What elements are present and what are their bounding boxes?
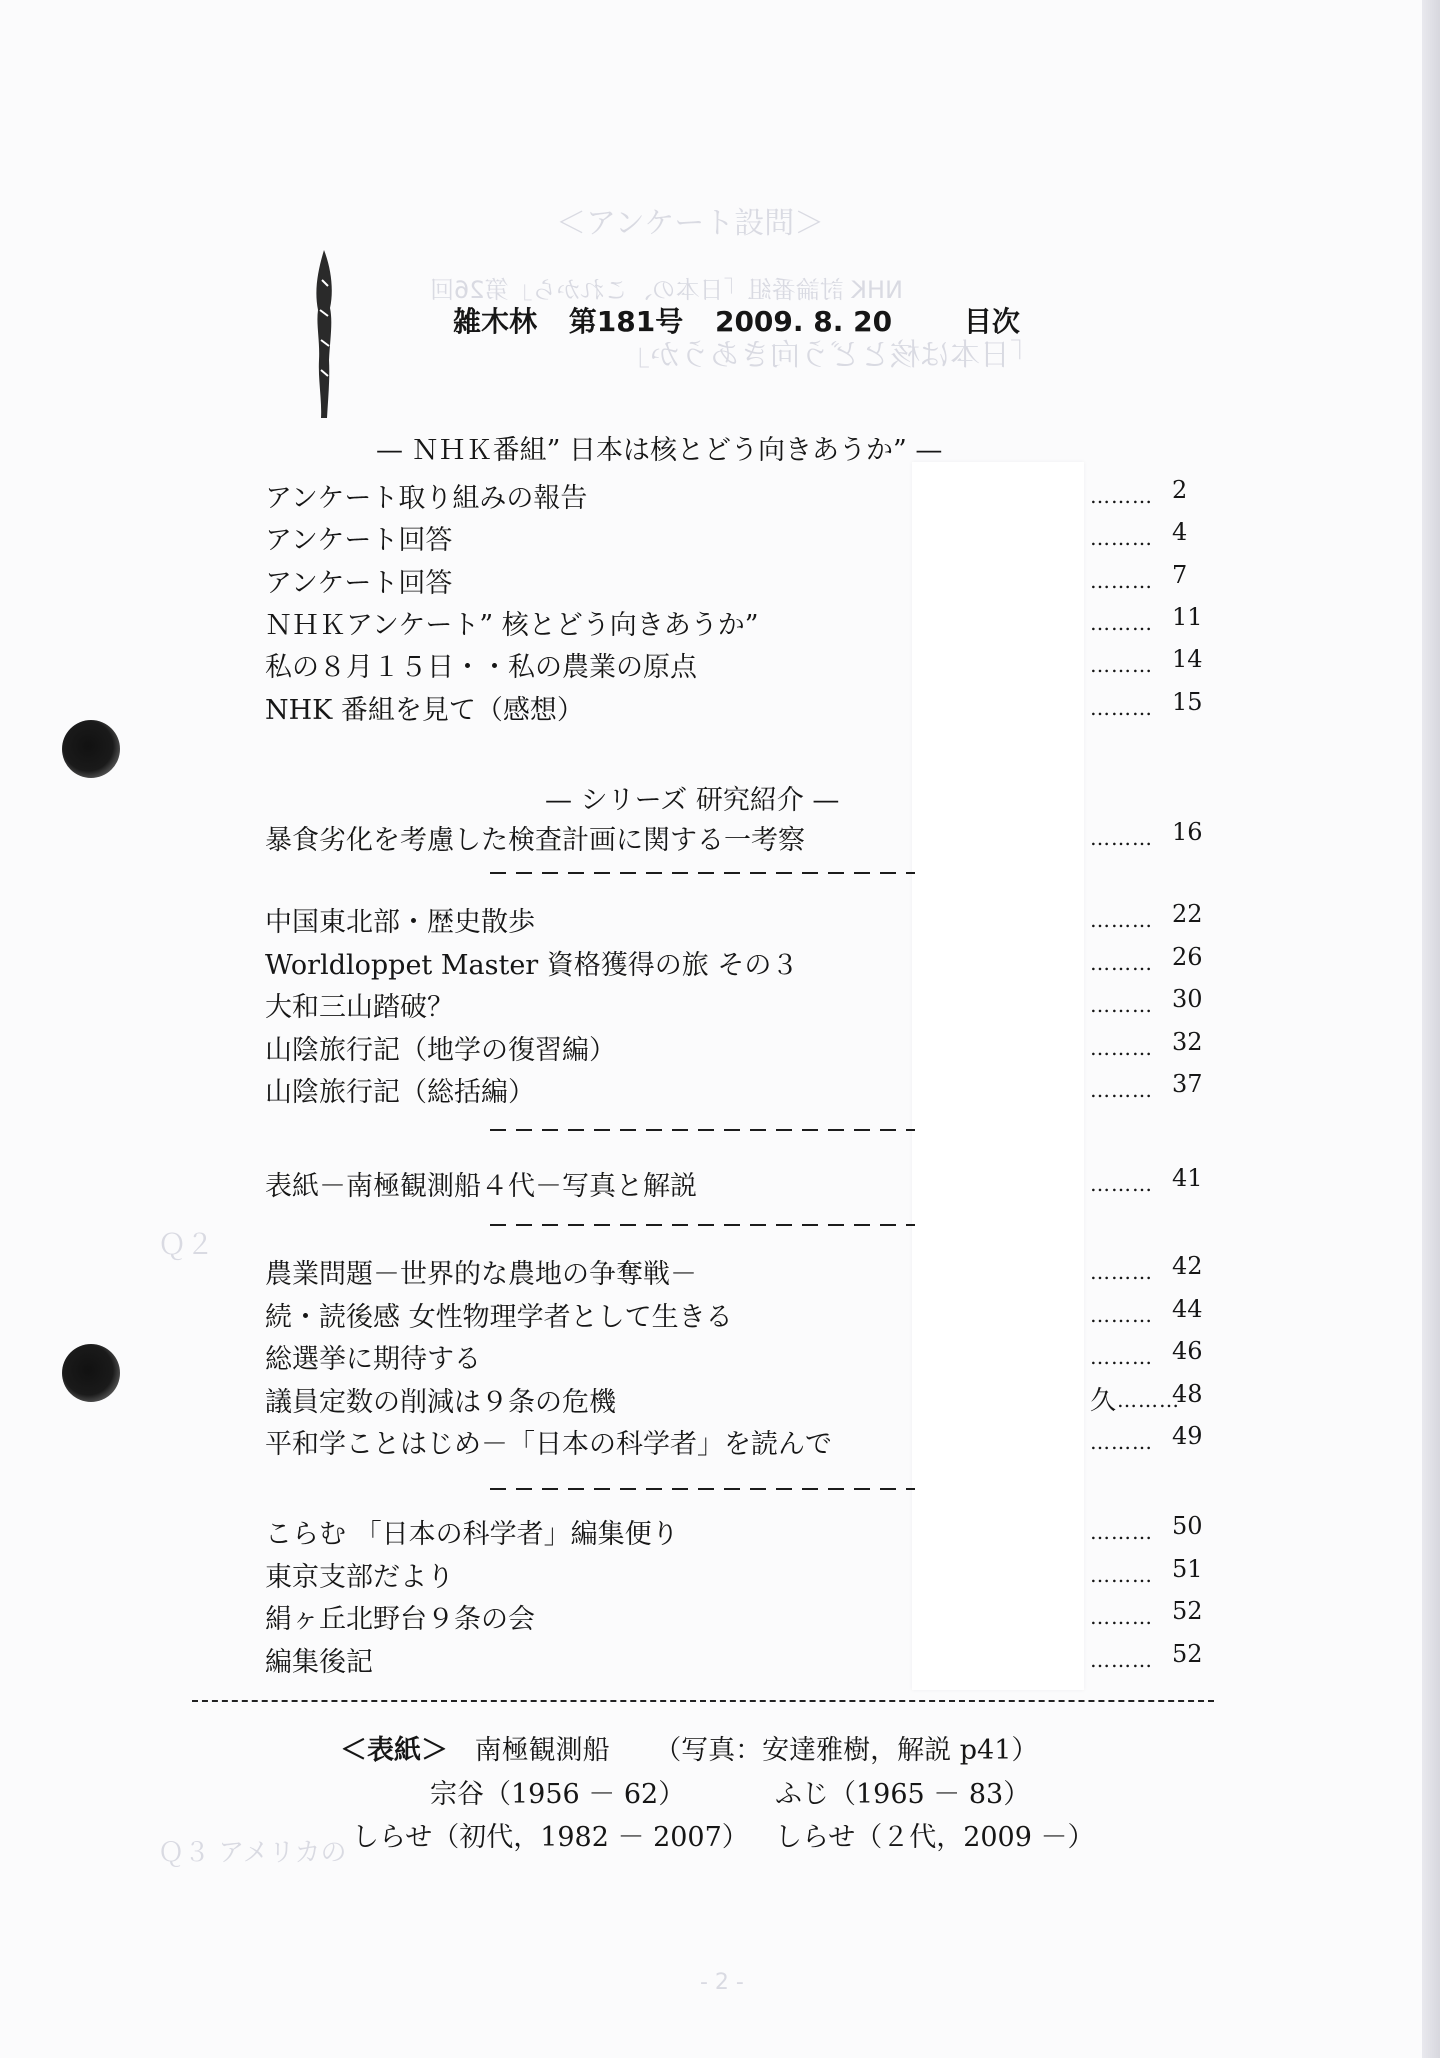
dot-leader: ……… [1090, 951, 1153, 975]
page-number: 15 [1172, 688, 1203, 716]
entry-title: 山陰旅行記（地学の復習編） [265, 1035, 616, 1066]
dot-leader: ……… [1090, 908, 1153, 932]
toc-entry [265, 1640, 1205, 1680]
dot-leader: ……… [1090, 1036, 1153, 1060]
page-number: 44 [1172, 1295, 1203, 1323]
cover-label: ＜表紙＞ [340, 1735, 448, 1766]
issue-header [453, 300, 1042, 340]
entry-title: 農業問題－世界的な農地の争奪戦－ [265, 1259, 697, 1290]
separator-dashes [490, 1478, 915, 1500]
page-number: 14 [1172, 645, 1203, 673]
entry-title: 続・読後感 女性物理学者として生きる [265, 1302, 733, 1333]
page-number: 32 [1172, 1028, 1203, 1056]
bleed-through-subheading: NHK 討論番組「日本の、これから」第26回 [430, 276, 903, 304]
binder-hole-top [62, 720, 120, 778]
ship-shirase-1: しらせ（初代，1982 － 2007） [352, 1822, 749, 1853]
page-number: 48 [1172, 1380, 1203, 1408]
bleed-through-q2: Ｑ２ [158, 1228, 215, 1261]
entry-title: 議員定数の削減は９条の危機 [265, 1387, 616, 1418]
dot-leader: ……… [1090, 826, 1153, 850]
dot-leader: ……… [1090, 1520, 1153, 1544]
contents-title: 目次 [963, 305, 1020, 338]
entry-title: 山陰旅行記（総括編） [265, 1077, 535, 1108]
toc-entry [265, 1422, 1205, 1462]
ship-fuji: ふじ（1965 － 83） [775, 1779, 1031, 1810]
cover-subject: 南極観測船 [474, 1735, 610, 1766]
ship-shirase-2: しらせ（２代，2009 －） [775, 1822, 1095, 1853]
toc-entry [265, 900, 1205, 940]
dot-leader: ……… [1090, 993, 1153, 1017]
toc-entry [265, 943, 1205, 983]
page-number: 46 [1172, 1337, 1203, 1365]
entry-title: 絹ヶ丘北野台９条の会 [265, 1604, 535, 1635]
toc-entry [265, 985, 1205, 1025]
dot-leader: ……… [1090, 484, 1153, 508]
cover-caption [340, 1728, 1038, 1767]
bleed-through-theme: 「日本は核とどう向きあうか」 [620, 338, 1040, 373]
page-number: 50 [1172, 1512, 1203, 1540]
page-number: 11 [1172, 603, 1203, 631]
toc-entry [265, 1164, 1205, 1204]
entry-title: 私の８月１５日・・私の農業の原点 [265, 652, 697, 683]
page-number: 52 [1172, 1640, 1203, 1668]
section-series-heading: — シリーズ 研究紹介 — [545, 785, 840, 816]
page-number: 4 [1172, 518, 1188, 546]
dot-leader: ……… [1090, 569, 1153, 593]
toc-entry [265, 518, 1205, 558]
bleed-through-page-number: - 2 - [700, 1970, 744, 1995]
dot-leader: ……… [1090, 1303, 1153, 1327]
page-number: 42 [1172, 1252, 1203, 1280]
page-number: 37 [1172, 1070, 1203, 1098]
toc-entry [265, 1512, 1205, 1552]
section-nhk-heading: — ＮＨＫ番組” 日本は核とどう向きあうか” — [376, 435, 943, 466]
dot-leader: ……… [1090, 1260, 1153, 1284]
page-number: 16 [1172, 818, 1203, 846]
page-number: 22 [1172, 900, 1203, 928]
toc-entry [265, 645, 1205, 685]
toc-entry [265, 1337, 1205, 1377]
entry-title: 総選挙に期待する [265, 1344, 481, 1375]
page-number: 51 [1172, 1555, 1203, 1583]
bleed-through-q3: Ｑ３ アメリカの [158, 1838, 347, 1868]
page-number: 2 [1172, 476, 1188, 504]
entry-title: 中国東北部・歴史散歩 [265, 907, 535, 938]
toc-entry [265, 1295, 1205, 1335]
dot-leader: ……… [1117, 1388, 1180, 1412]
tree-logo-icon [306, 250, 342, 418]
separator-dashes [490, 1119, 915, 1141]
separator-dashes [490, 862, 915, 884]
entry-title: NHK 番組を見て（感想） [265, 695, 584, 726]
page-edge [1422, 0, 1440, 2058]
entry-title: 東京支部だより [265, 1562, 454, 1593]
entry-title: 大和三山踏破？ [265, 992, 454, 1023]
dot-leader: ……… [1090, 611, 1153, 635]
entry-title: こらむ 「日本の科学者」編集便り [265, 1519, 679, 1550]
dot-leader: ……… [1090, 1172, 1153, 1196]
divider-rule [192, 1700, 1214, 1702]
toc-entry [265, 1070, 1205, 1110]
entry-author-mark: 久 [1090, 1386, 1117, 1416]
dot-leader: ……… [1090, 526, 1153, 550]
issue-date: 2009. 8. 20 [714, 305, 893, 338]
dot-leader: ……… [1090, 1648, 1153, 1672]
cover-credit: （写真：安達雅樹，解説 p41） [654, 1735, 1039, 1766]
toc-entry [265, 1555, 1205, 1595]
bleed-through-heading: ＜アンケート設問＞ [556, 206, 825, 241]
separator-dashes [490, 1214, 915, 1236]
entry-title: アンケート取り組みの報告 [265, 483, 588, 514]
toc-entry [265, 1028, 1205, 1068]
entry-title: 表紙－南極観測船４代－写真と解説 [265, 1171, 697, 1202]
entry-title: 暴食劣化を考慮した検査計画に関する一考察 [265, 825, 805, 856]
page-number: 30 [1172, 985, 1203, 1013]
dot-leader: ……… [1090, 1430, 1153, 1454]
page-number: 41 [1172, 1164, 1203, 1192]
toc-entry [265, 1597, 1205, 1637]
entry-title: Worldloppet Master 資格獲得の旅 その３ [265, 950, 799, 981]
dot-leader: ……… [1090, 696, 1153, 720]
dot-leader: ……… [1090, 1563, 1153, 1587]
publication-name: 雑木林 [453, 305, 538, 338]
ship-soya: 宗谷（1956 － 62） [430, 1779, 686, 1810]
dot-leader: ……… [1090, 653, 1153, 677]
toc-entry [265, 818, 1205, 858]
toc-entry [265, 1380, 1205, 1420]
toc-entry [265, 603, 1205, 643]
toc-entry [265, 476, 1205, 516]
page-number: 7 [1172, 561, 1188, 589]
toc-entry [265, 561, 1205, 601]
entry-title: 編集後記 [265, 1647, 373, 1678]
entry-title: 平和学ことはじめ－「日本の科学者」を読んで [265, 1429, 832, 1460]
dot-leader: ……… [1090, 1345, 1153, 1369]
entry-title: ＮＨＫアンケート” 核とどう向きあうか” [265, 610, 759, 641]
toc-entry [265, 688, 1205, 728]
entry-title: アンケート回答 [265, 525, 453, 556]
toc-entry [265, 1252, 1205, 1292]
page-number: 49 [1172, 1422, 1203, 1450]
binder-hole-bottom [62, 1344, 120, 1402]
entry-title: アンケート回答 [265, 568, 453, 599]
page-number: 52 [1172, 1597, 1203, 1625]
page-number: 26 [1172, 943, 1203, 971]
issue-number: 第181号 [568, 305, 684, 338]
dot-leader: ……… [1090, 1605, 1153, 1629]
dot-leader: ……… [1090, 1078, 1153, 1102]
